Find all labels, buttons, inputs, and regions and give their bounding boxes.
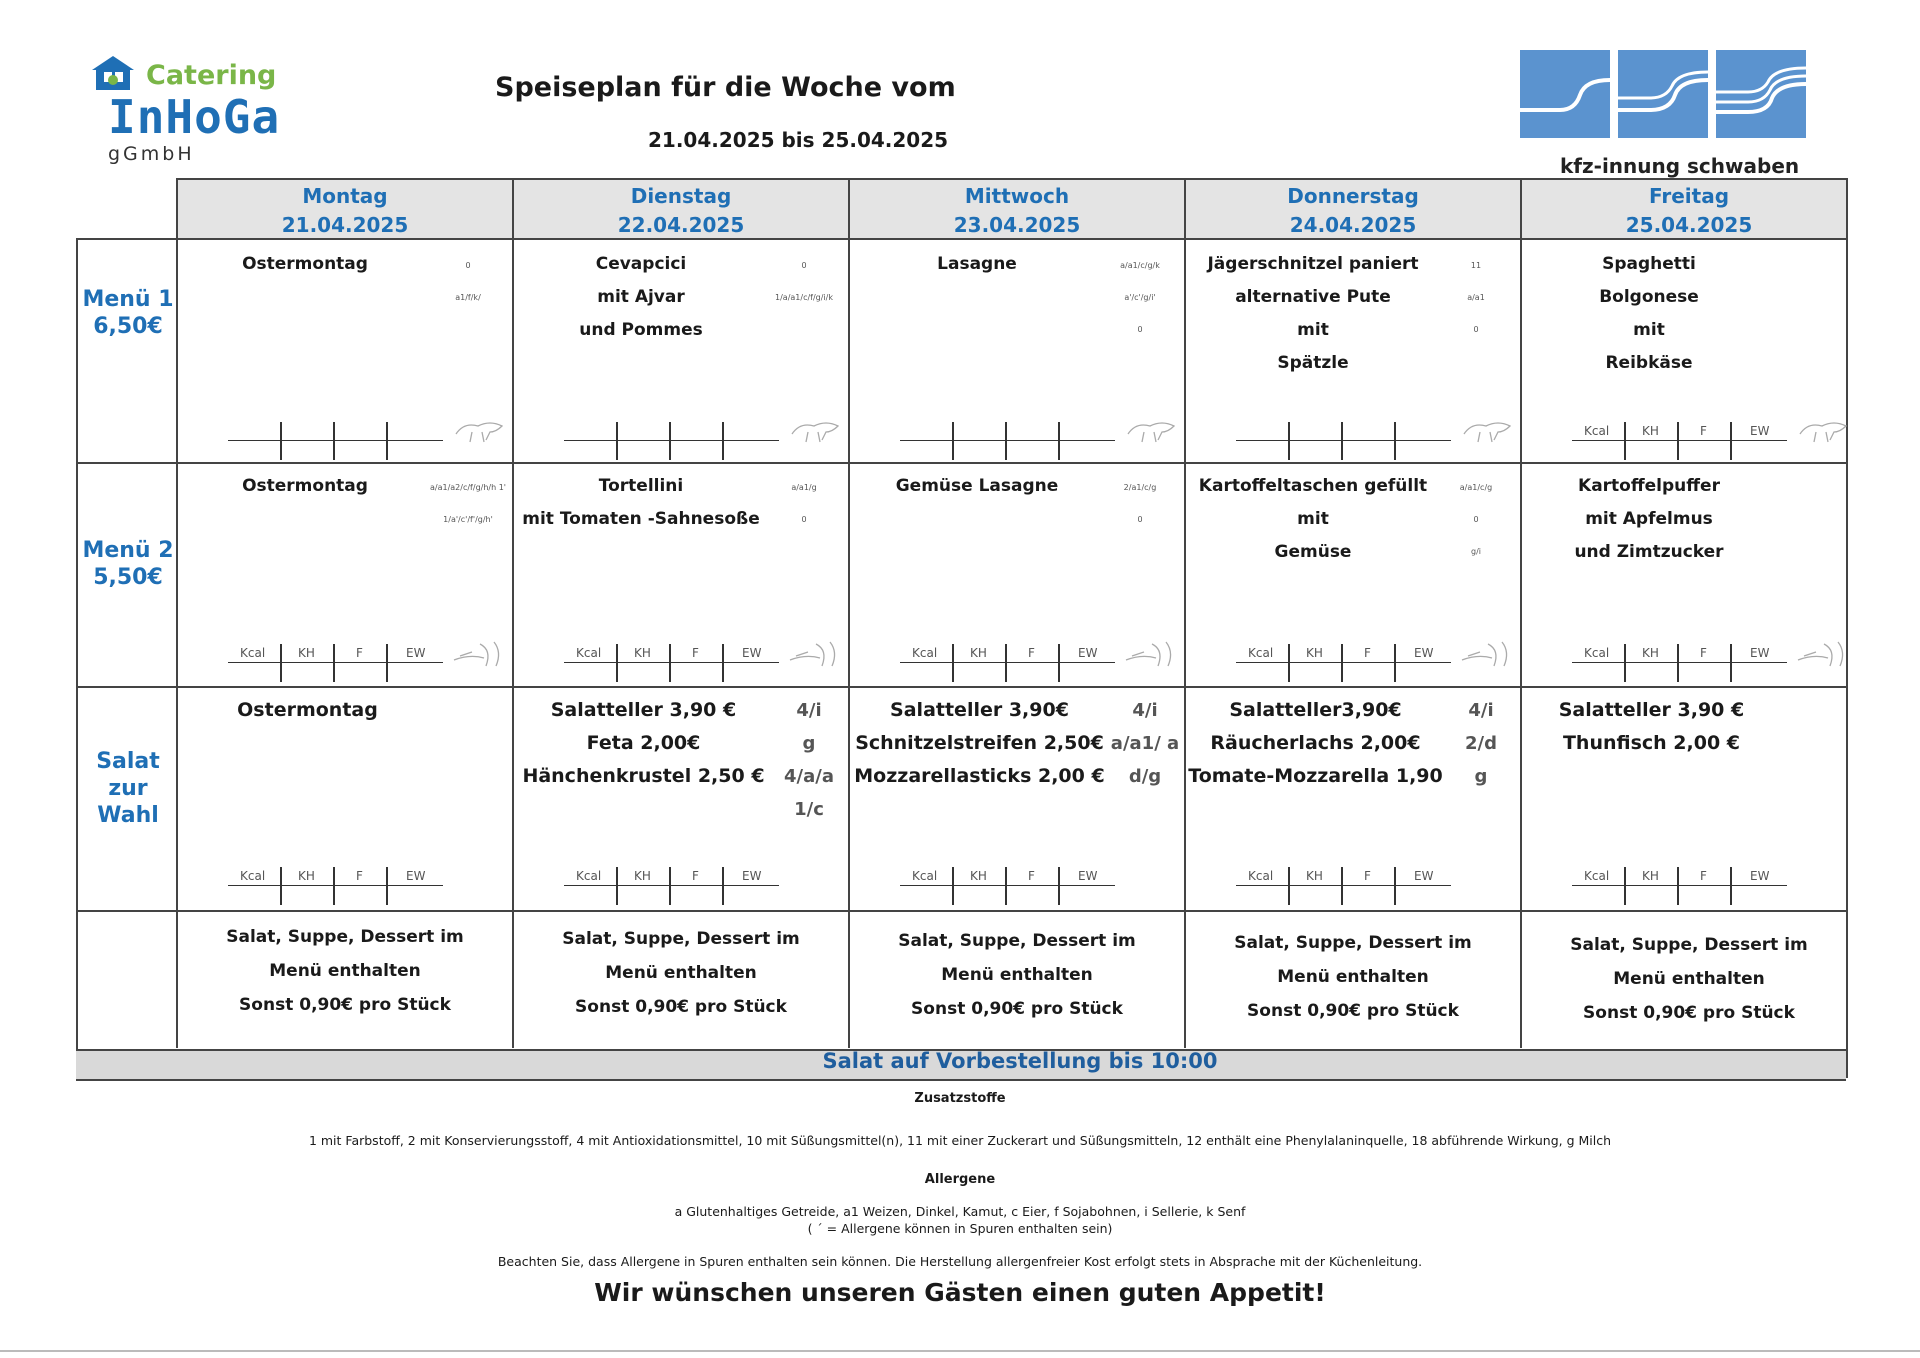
nutrition-label: Kcal — [240, 869, 266, 883]
nutrition-divider — [669, 867, 671, 905]
meal-description — [1188, 470, 1438, 569]
meal-line: mit Apfelmus — [1585, 509, 1713, 529]
nutrition-divider — [280, 867, 282, 905]
meal-line: Thunfisch 2,00 € — [1562, 732, 1741, 754]
day-name: Freitag — [1648, 184, 1730, 208]
menu1-name: Menü 1 — [82, 287, 174, 312]
week-date-range: 21.04.2025 bis 25.04.2025 — [648, 128, 949, 152]
allergen-codes — [764, 472, 844, 536]
allergen-code: 4/i — [796, 700, 822, 721]
allergen-code: d/g — [1128, 766, 1162, 787]
nutrition-divider — [616, 422, 618, 460]
row-label-menu1 — [78, 286, 178, 340]
day-date: 22.04.2025 — [617, 213, 745, 237]
nutrition-divider — [1058, 422, 1060, 460]
leaf-sketch-icon — [786, 636, 846, 670]
info-cell-monday — [180, 920, 510, 1022]
nutrition-divider — [1624, 867, 1626, 905]
allergen-codes — [428, 472, 508, 536]
meal-description — [516, 248, 766, 347]
nutrition-label: Kcal — [576, 646, 602, 660]
meal-line: Schnitzelstreifen 2,50€ — [855, 732, 1104, 754]
nutrition-divider — [669, 644, 671, 682]
nutrition-divider — [1394, 644, 1396, 682]
meal-description — [516, 694, 771, 793]
additives-heading: Zusatzstoffe — [914, 1091, 1006, 1106]
nutrition-label: Kcal — [1584, 869, 1610, 883]
nutrition-label: EW — [1750, 424, 1770, 438]
animal-sketch-icon — [1794, 414, 1854, 448]
nutrition-divider — [669, 422, 671, 460]
meal-line: Ostermontag — [237, 699, 378, 721]
allergen-code: 2/d — [1465, 733, 1497, 754]
nutrition-divider — [280, 644, 282, 682]
nutrition-label: Kcal — [1584, 424, 1610, 438]
day-date: 24.04.2025 — [1289, 213, 1417, 237]
nutrition-label: Kcal — [912, 869, 938, 883]
meal-line: Tomate-Mozzarella 1,90 — [1188, 765, 1443, 787]
nutrition-divider — [722, 867, 724, 905]
kfz-innung-caption: kfz-innung schwaben — [1560, 154, 1800, 178]
meal-line: Tortellini — [598, 476, 684, 496]
allergen-code: 1/a'/c'/f'/g/h' — [443, 515, 493, 524]
day-name: Dienstag — [630, 184, 732, 208]
nutrition-label: EW — [406, 869, 426, 883]
meal-line: Gemüse — [1274, 542, 1352, 562]
nutrition-divider — [616, 644, 618, 682]
nutrition-divider — [1624, 422, 1626, 460]
meal-description — [180, 470, 430, 503]
meal-line: Spätzle — [1277, 353, 1349, 373]
salad-label-line: Wahl — [97, 803, 159, 828]
nutrition-grid — [564, 640, 779, 680]
nutrition-grid — [228, 418, 443, 458]
nutrition-divider — [616, 867, 618, 905]
nutrition-grid — [1572, 418, 1787, 458]
catering-inhoga-logo — [90, 50, 281, 165]
allergen-code: 0 — [465, 261, 471, 270]
meal-description — [516, 470, 766, 536]
info-line: Menü enthalten — [605, 963, 757, 983]
allergen-code: a1/f/k/ — [455, 293, 481, 302]
info-cell-friday — [1524, 928, 1854, 1030]
nutrition-label: F — [1028, 869, 1035, 883]
animal-sketch-icon — [1458, 414, 1518, 448]
nutrition-baseline — [564, 885, 779, 886]
logo-text-inhoga: InHoGa — [108, 90, 281, 144]
meal-description — [180, 248, 430, 281]
allergen-codes — [764, 250, 844, 314]
row-label-salad — [78, 748, 178, 829]
nutrition-label: F — [356, 646, 363, 660]
nutrition-baseline — [1572, 662, 1787, 663]
nutrition-grid — [228, 640, 443, 680]
house-icon — [90, 54, 136, 92]
nutrition-grid — [1236, 863, 1451, 903]
meal-line: Kartoffeltaschen gefüllt — [1198, 476, 1428, 496]
allergen-code: g — [802, 733, 816, 754]
leaf-sketch-icon — [1794, 636, 1854, 670]
info-line: Sonst 0,90€ pro Stück — [911, 999, 1123, 1019]
meal-line: Kartoffelpuffer — [1578, 476, 1720, 496]
allergen-code: 0 — [1137, 515, 1143, 524]
meal-description — [1524, 470, 1774, 569]
allergen-codes — [1100, 472, 1180, 536]
meal-line: Salatteller 3,90 € — [550, 699, 737, 721]
nutrition-label: Kcal — [1248, 646, 1274, 660]
allergen-codes — [1436, 472, 1516, 568]
meal-line: Gemüse Lasagne — [895, 476, 1059, 496]
nutrition-divider — [1288, 422, 1290, 460]
nutrition-label: EW — [1414, 869, 1434, 883]
allergen-code: a'/c'/g/i' — [1124, 293, 1156, 302]
nutrition-label: KH — [1306, 646, 1323, 660]
day-date: 21.04.2025 — [281, 213, 409, 237]
nutrition-label: F — [1028, 646, 1035, 660]
nutrition-baseline — [1236, 662, 1451, 663]
meal-line: und Zimtzucker — [1574, 542, 1724, 562]
meal-line: Räucherlachs 2,00€ — [1210, 732, 1421, 754]
nutrition-divider — [1730, 644, 1732, 682]
allergens-trace-note: ( ´ = Allergene können in Spuren enthalten sein) — [807, 1221, 1113, 1236]
allergen-code: 4/a/a 1/c — [784, 766, 834, 820]
nutrition-label: F — [356, 869, 363, 883]
nutrition-baseline — [564, 440, 779, 441]
nutrition-label: EW — [1078, 646, 1098, 660]
kfz-innung-emblem — [1520, 50, 1808, 138]
leaf-sketch-icon — [1122, 636, 1182, 670]
meal-line: Reibkäse — [1605, 353, 1693, 373]
salad-label-line: Salat — [96, 749, 160, 774]
nutrition-divider — [333, 644, 335, 682]
nutrition-label: F — [692, 869, 699, 883]
info-line: Menü enthalten — [1613, 969, 1765, 989]
nutrition-label: Kcal — [912, 646, 938, 660]
nutrition-divider — [722, 422, 724, 460]
allergens-heading: Allergene — [924, 1172, 996, 1187]
info-line: Salat, Suppe, Dessert im — [1570, 935, 1808, 955]
nutrition-label: EW — [1414, 646, 1434, 660]
meal-line: mit Tomaten -Sahnesoße — [522, 509, 760, 529]
day-date: 23.04.2025 — [953, 213, 1081, 237]
allergen-code: 0 — [1473, 325, 1479, 334]
animal-sketch-icon — [450, 414, 510, 448]
nutrition-divider — [1341, 422, 1343, 460]
allergen-code: 0 — [1473, 515, 1479, 524]
allergen-code: 4/i — [1132, 700, 1158, 721]
allergen-code: 1/a/a1/c/f/g/i/k — [775, 293, 833, 302]
nutrition-divider — [1288, 867, 1290, 905]
nutrition-label: Kcal — [1248, 869, 1274, 883]
row-label-menu2 — [78, 537, 178, 591]
nutrition-divider — [1058, 867, 1060, 905]
nutrition-label: EW — [1750, 869, 1770, 883]
allergen-code: a/a1 — [1467, 293, 1485, 302]
meal-description — [852, 248, 1102, 281]
nutrition-label: KH — [1642, 646, 1659, 660]
nutrition-label: KH — [634, 646, 651, 660]
allergen-codes — [428, 250, 508, 314]
meal-line: Hänchenkrustel 2,50 € — [522, 765, 765, 787]
nutrition-divider — [952, 867, 954, 905]
allergen-code: 0 — [801, 261, 807, 270]
nutrition-label: KH — [634, 869, 651, 883]
nutrition-label: EW — [742, 646, 762, 660]
allergen-code: 0 — [801, 515, 807, 524]
info-line: Menü enthalten — [1277, 967, 1429, 987]
nutrition-baseline — [228, 885, 443, 886]
info-line: Salat, Suppe, Dessert im — [898, 931, 1136, 951]
nutrition-divider — [333, 422, 335, 460]
meal-line: alternative Pute — [1235, 287, 1391, 307]
nutrition-divider — [1677, 422, 1679, 460]
nutrition-divider — [1394, 422, 1396, 460]
info-cell-tuesday — [516, 922, 846, 1024]
nutrition-label: KH — [298, 646, 315, 660]
meal-description — [1524, 248, 1774, 380]
animal-sketch-icon — [1122, 414, 1182, 448]
nutrition-divider — [280, 422, 282, 460]
meal-line: Feta 2,00€ — [586, 732, 701, 754]
nutrition-divider — [333, 867, 335, 905]
nutrition-grid — [900, 640, 1115, 680]
nutrition-grid — [1572, 863, 1787, 903]
info-line: Menü enthalten — [269, 961, 421, 981]
nutrition-divider — [1624, 644, 1626, 682]
nutrition-baseline — [228, 440, 443, 441]
meal-line: mit Ajvar — [597, 287, 685, 307]
meal-line: Salatteller 3,90€ — [890, 699, 1069, 721]
meal-line: mit — [1633, 320, 1665, 340]
info-line: Salat, Suppe, Dessert im — [1234, 933, 1472, 953]
nutrition-label: KH — [970, 646, 987, 660]
nutrition-divider — [1730, 867, 1732, 905]
allergen-code: a/a1/c/g/k — [1120, 261, 1160, 270]
nutrition-baseline — [1572, 885, 1787, 886]
meal-line: Cevapcici — [595, 254, 687, 274]
nutrition-label: KH — [298, 869, 315, 883]
meal-line: Jägerschnitzel paniert — [1207, 254, 1419, 274]
info-line: Sonst 0,90€ pro Stück — [239, 995, 451, 1015]
meal-line: Salatteller 3,90 € — [1558, 699, 1745, 721]
nutrition-label: KH — [1306, 869, 1323, 883]
meal-line: Salatteller3,90€ — [1229, 699, 1402, 721]
nutrition-baseline — [1236, 885, 1451, 886]
nutrition-label: KH — [1642, 869, 1659, 883]
allergen-code: a/a1/ a — [1110, 733, 1180, 754]
meal-description — [852, 470, 1102, 503]
nutrition-divider — [722, 644, 724, 682]
meal-line: und Pommes — [579, 320, 703, 340]
nutrition-label: Kcal — [576, 869, 602, 883]
kfz-innung-logo — [1520, 50, 1810, 185]
nutrition-divider — [1677, 644, 1679, 682]
additives-text: 1 mit Farbstoff, 2 mit Konservierungsstoff, 4 mit Antioxidationsmittel, 10 mit Süßungsmittel(n), 11 mit einer Zuckerart und Süßungsmitteln, 12 enthält eine Phenylalaninquelle, 18 abführende Wirkung, g Milch — [308, 1133, 1612, 1148]
info-line: Sonst 0,90€ pro Stück — [575, 997, 787, 1017]
nutrition-grid — [900, 863, 1115, 903]
nutrition-divider — [1005, 867, 1007, 905]
nutrition-grid — [1572, 640, 1787, 680]
nutrition-divider — [386, 422, 388, 460]
nutrition-baseline — [900, 885, 1115, 886]
nutrition-baseline — [228, 662, 443, 663]
nutrition-divider — [1394, 867, 1396, 905]
nutrition-divider — [386, 644, 388, 682]
nutrition-label: EW — [406, 646, 426, 660]
day-name: Donnerstag — [1287, 184, 1419, 208]
allergen-codes — [1108, 694, 1182, 793]
nutrition-label: KH — [1642, 424, 1659, 438]
salad-label-line: zur — [108, 776, 148, 801]
nutrition-label: EW — [1078, 869, 1098, 883]
nutrition-divider — [1058, 644, 1060, 682]
nutrition-grid — [900, 418, 1115, 458]
nutrition-baseline — [564, 662, 779, 663]
info-line: Menü enthalten — [941, 965, 1093, 985]
nutrition-label: F — [1700, 869, 1707, 883]
nutrition-divider — [386, 867, 388, 905]
info-line: Sonst 0,90€ pro Stück — [1247, 1001, 1459, 1021]
meal-line: Mozzarellasticks 2,00 € — [854, 765, 1105, 787]
allergen-codes — [1444, 694, 1518, 793]
nutrition-grid — [1236, 640, 1451, 680]
menu2-price: 5,50€ — [93, 565, 163, 590]
nutrition-divider — [952, 422, 954, 460]
animal-sketch-icon — [786, 414, 846, 448]
allergen-code: 11 — [1470, 261, 1482, 270]
menu2-name: Menü 2 — [82, 538, 174, 563]
page-title: Speiseplan für die Woche vom — [495, 72, 956, 103]
allergen-code: a/a1/a2/c/f/g/h/h 1' — [429, 483, 507, 492]
meal-line: Spaghetti — [1602, 254, 1696, 274]
allergen-code: a/a1/g — [791, 483, 817, 492]
nutrition-divider — [1005, 644, 1007, 682]
allergen-code: 0 — [1137, 325, 1143, 334]
nutrition-divider — [1730, 422, 1732, 460]
allergen-code: g/i — [1471, 547, 1481, 556]
meal-line: Ostermontag — [242, 254, 368, 274]
nutrition-label: F — [1364, 869, 1371, 883]
nutrition-baseline — [1236, 440, 1451, 441]
allergen-codes — [772, 694, 846, 826]
nutrition-divider — [1288, 644, 1290, 682]
day-date: 25.04.2025 — [1625, 213, 1753, 237]
nutrition-grid — [564, 418, 779, 458]
nutrition-baseline — [900, 662, 1115, 663]
allergen-code: 2/a1/c/g — [1123, 483, 1157, 492]
nutrition-grid — [228, 863, 443, 903]
info-cell-wednesday — [852, 924, 1182, 1026]
info-line: Sonst 0,90€ pro Stück — [1583, 1003, 1795, 1023]
allergen-codes — [1100, 250, 1180, 346]
leaf-sketch-icon — [450, 636, 510, 670]
allergen-code: a/a1/c/g — [1459, 483, 1493, 492]
nutrition-label: F — [1700, 646, 1707, 660]
logo-text-ggmbh: gGmbH — [108, 143, 195, 165]
info-line: Salat, Suppe, Dessert im — [562, 929, 800, 949]
salad-preorder-note: Salat auf Vorbestellung bis 10:00 — [822, 1049, 1218, 1073]
nutrition-divider — [1005, 422, 1007, 460]
nutrition-label: Kcal — [1584, 646, 1610, 660]
info-line: Salat, Suppe, Dessert im — [226, 927, 464, 947]
nutrition-label: EW — [742, 869, 762, 883]
nutrition-divider — [952, 644, 954, 682]
info-cell-thursday — [1188, 926, 1518, 1028]
allergen-code: 4/i — [1468, 700, 1494, 721]
allergen-codes — [1436, 250, 1516, 346]
nutrition-label: F — [1364, 646, 1371, 660]
allergens-text: a Glutenhaltiges Getreide, a1 Weizen, Dinkel, Kamut, c Eier, f Sojabohnen, i Sellerie, k Senf — [674, 1204, 1246, 1219]
meal-line: mit — [1297, 509, 1329, 529]
leaf-sketch-icon — [1458, 636, 1518, 670]
nutrition-grid — [564, 863, 779, 903]
meal-line: Ostermontag — [242, 476, 368, 496]
nutrition-grid — [1236, 418, 1451, 458]
meal-line: Lasagne — [937, 254, 1017, 274]
nutrition-divider — [1341, 644, 1343, 682]
nutrition-label: EW — [1750, 646, 1770, 660]
bottom-rule — [0, 1350, 1920, 1352]
meal-description — [1524, 694, 1779, 760]
allergen-disclaimer: Beachten Sie, dass Allergene in Spuren enthalten sein können. Die Herstellung allergenfreier Kost erfolgt stets in Absprache mit der Küchenleitung. — [497, 1254, 1423, 1269]
nutrition-label: F — [692, 646, 699, 660]
nutrition-label: Kcal — [240, 646, 266, 660]
meal-description — [1188, 694, 1443, 793]
day-name: Mittwoch — [964, 184, 1070, 208]
meal-description — [1188, 248, 1438, 380]
meal-description — [180, 694, 435, 727]
menu1-price: 6,50€ — [93, 314, 163, 339]
nutrition-divider — [1341, 867, 1343, 905]
nutrition-baseline — [1572, 440, 1787, 441]
meal-description — [852, 694, 1107, 793]
logo-text-catering: Catering — [146, 60, 277, 91]
meal-line: mit — [1297, 320, 1329, 340]
closing-message: Wir wünschen unseren Gästen einen guten Appetit! — [594, 1278, 1326, 1307]
nutrition-label: F — [1700, 424, 1707, 438]
meal-line: Bolgonese — [1599, 287, 1699, 307]
day-name: Montag — [302, 184, 388, 208]
nutrition-baseline — [900, 440, 1115, 441]
nutrition-divider — [1677, 867, 1679, 905]
nutrition-label: KH — [970, 869, 987, 883]
allergen-code: g — [1474, 766, 1488, 787]
